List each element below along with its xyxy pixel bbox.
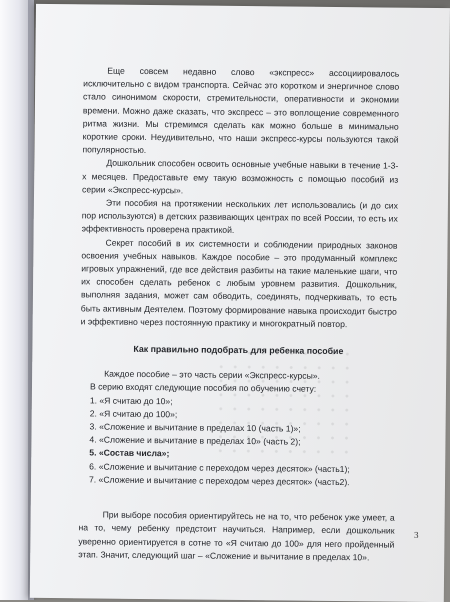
list-item: 3. «Сложение и вычитание в пределах 10 (часть 1)»; [89, 421, 301, 434]
page-number: 3 [413, 529, 419, 540]
paragraph-centers: Эти пособия на протяжении нескольких лет использовались (и до сих пор используются) в детских развивающих центрах по всей России, то есть их эффективность проверена практикой. [81, 197, 398, 236]
book-page [30, 4, 450, 602]
paragraph-secret: Секрет пособий в их системности и соблюдении природных законов освоения учебных навыков. Каждое пособие – это продуманный комплекс игровых упражнений, где все действия разбиты на такие маленькие шаги, что их способен сделать ребенок с любым уровнем развития. Дошкольник, выполняя задания, может сам обводить, соединять, подчеркивать, то есть быть активным Деятелем. Поэтому формирование навыка происходит быстро и эффективно через постоянную практику и многократный повтор. [80, 237, 398, 329]
list-item: 4. «Сложение и вычитание в пределах 10» (часть 2); [89, 434, 301, 447]
list-item: 1. «Я считаю до 10»; [89, 395, 173, 406]
list-item: 7. «Сложение и вычитание с переходом через десяток» (часть2). [88, 474, 350, 488]
series-intro: Каждое пособие – это часть серии «Экспресс-курсы». [104, 368, 321, 382]
page-content [78, 64, 399, 564]
paragraph-express: Еще совсем недавно слово «экспресс» ассоциировалось исключительно с видом транспорта. Сейчас это коротком и энергичное слово стало синонимом скорости, стремительности, оперативности и экономии времени. Можно даже сказать, что экспресс – это воплощение современного ритма жизни. Мы стремимся сделать как можно больше в минимально короткие сроки. Неудивительно, что наши экспресс-курсы пользуются такой популярностью. [82, 65, 400, 156]
series-lead: В серию входят следующие пособия по обучению счету: [89, 381, 317, 395]
series-block [79, 368, 396, 490]
list-item: 6. «Сложение и вычитание с переходом через десяток» (часть1); [89, 461, 350, 474]
paragraph-preschooler: Дошкольник способен освоить основные учебные навыки в течение 1-3-х месяцев. Предоставьте ему такую возможность с помощью пособий из серии «Экспресс-курсы». [82, 157, 399, 196]
paragraph-choosing: При выборе пособия ориентируйтесь не на то, что ребенок уже умеет, а на то, чему ребенку предстоит научиться. Например, если дошкольник уверенно ориентируется в сотне то «Я считаю до 100» для него пройденный этап. Значит, следующий шаг – «Сложение и вычитание в пределах 10». [78, 509, 395, 563]
list-item: 2. «Я считаю до 100»; [89, 408, 178, 420]
section-heading: Как правильно подобрать для ребенка пособие [133, 343, 344, 357]
list-item: 5. «Состав числа»; [89, 447, 170, 459]
